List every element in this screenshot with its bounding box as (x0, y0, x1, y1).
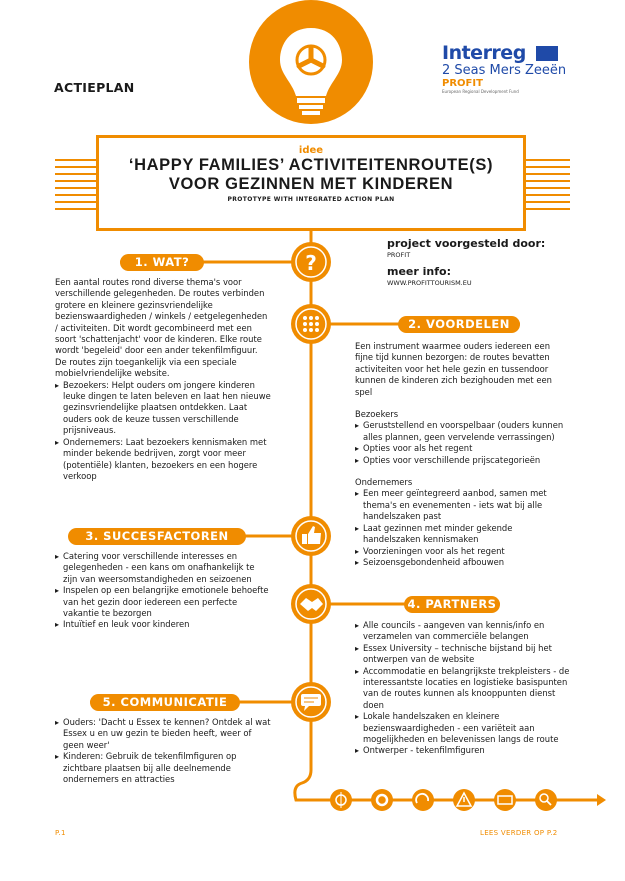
communication-item: ▸ Ouders: 'Dacht u Essex te kennen? Ontdek al wat Essex u en uw gezin te bieden heeft, weer of geen weer' (55, 717, 271, 751)
lightbulb-icon (249, 0, 373, 124)
partner-item: ▸ Ontwerper - tekenfilmfiguren (355, 745, 570, 756)
success-factor: ▸ Inspelen op een belangrijke emotionele behoefte van het gezin door iedereen een perfecte vakantie te bezorgen (55, 585, 271, 619)
voordelen-intro: Een instrument waarmee ouders iedereen een fijne tijd kunnen bezorgen: de routes bevatten activiteiten voor het hele gezin en tussendoor kunnen de kinderen zich bezighouden met een spel (355, 341, 552, 397)
more-info-label: meer info: (387, 265, 451, 278)
heading-partners: 4. PARTNERS (404, 596, 500, 613)
warning-icon (453, 789, 475, 811)
title-subtitle: PROTOTYPE WITH INTEGRATED ACTION PLAN (227, 196, 395, 203)
partner-item: ▸ Lokale handelszaken en kleinere bezienswaardigheden - een variëteit aan mogelijkheden en belevenissen langs de route (355, 711, 570, 745)
handshake-icon (291, 584, 331, 624)
heading-wat: 1. WAT? (120, 254, 204, 271)
project-info (387, 237, 545, 293)
visitor-benefit: ▸ Opties voor als het regent (355, 443, 570, 454)
business-label: Ondernemers (355, 477, 413, 488)
section-voordelen (355, 341, 570, 568)
refresh-icon (412, 789, 434, 811)
title-hatch-right (526, 160, 570, 209)
page-number: P.1 (55, 829, 66, 837)
money-icon (494, 789, 516, 811)
section-communicatie (55, 717, 271, 785)
section-partners (355, 620, 570, 757)
continue-note: LEES VERDER OP P.2 (480, 829, 558, 837)
partner-item: ▸ Accommodatie en belangrijkste trekpleisters - de interessantste locaties en logistieke basispunten van de routes kunnen als knooppunten dienst doen (355, 666, 570, 712)
heading-communicatie: 5. COMMUNICATIE (90, 694, 240, 711)
thumbs-up-icon (291, 516, 331, 556)
interreg-logo (442, 42, 566, 94)
title-box (96, 135, 526, 231)
question-icon (291, 242, 331, 282)
brand-name: Interreg (442, 42, 526, 64)
gear-icon (371, 789, 393, 811)
title-hatch-left (55, 160, 96, 209)
business-benefit: ▸ Voorzieningen voor als het regent (355, 546, 570, 557)
communication-item: ▸ Kinderen: Gebruik de tekenfilmfiguren op zichtbare plaatsen bij alle deelnemende ondernemers en attracties (55, 751, 271, 785)
title-line-1: ‘HAPPY FAMILIES’ ACTIVITEITENROUTE(S) (128, 156, 494, 174)
heading-voordelen: 2. VOORDELEN (398, 316, 520, 333)
business-benefit: ▸ Seizoensgebondenheid afbouwen (355, 557, 570, 568)
business-benefit: ▸ Een meer geïntegreerd aanbod, samen met thema's en evenementen - iets wat bij alle handelszaken past (355, 488, 570, 522)
speech-bubble-icon (291, 682, 331, 722)
partner-item: ▸ Alle councils - aangeven van kennis/info en verzamelen van commerciële belangen (355, 620, 570, 643)
wat-intro: Een aantal routes rond diverse thema's voor verschillende gelegenheden. De routes verbinden grotere en kleinere gezinsvriendelijke bezienswaardigheden / winkels / eetgelegenheden / activiteiten. Dit wordt gecombineerd met een soort 'schattenjacht' voor de kinderen. Elke route wordt 'begeleid' door een ander tekenfilmfiguur. De routes zijn toegankelijk via een speciale mobielvriendelijke website. (55, 277, 268, 379)
visitors-label: Bezoekers (355, 409, 399, 420)
svg-text:?: ? (305, 251, 317, 275)
wat-item: ▸ Bezoekers: Helpt ouders om jongere kinderen leuke dingen te laten beleven en laat hen nieuwe gezinsvriendelijke plaatsen ontdekken. Laat ouders ook de keuze tussen verschillende prijsniveaus. (55, 380, 271, 437)
document-type-label: ACTIEPLAN (54, 80, 135, 95)
title-kicker: idee (298, 145, 324, 156)
magnifier-icon (535, 789, 557, 811)
brand-project: PROFIT (442, 78, 483, 89)
dots-icon (291, 304, 331, 344)
target-icon (330, 789, 352, 811)
wat-item: ▸ Ondernemers: Laat bezoekers kennismaken met minder bekende bedrijven, zorgt voor meer (potentiële) klanten, bezoekers en een hogere verkoop (55, 437, 271, 483)
proposed-by-value: PROFIT (387, 251, 411, 259)
partner-item: ▸ Essex University – technische bijstand bij het ontwerpen van de website (355, 643, 570, 666)
more-info-value: WWW.PROFITTOURISM.EU (387, 279, 472, 287)
section-succesfactoren (55, 551, 271, 631)
title-line-2: VOOR GEZINNEN MET KINDEREN (168, 175, 454, 193)
visitor-benefit: ▸ Opties voor verschillende prijscategorieën (355, 455, 570, 466)
heading-succesfactoren: 3. SUCCESFACTOREN (68, 528, 246, 545)
success-factor: ▸ Catering voor verschillende interesses en gelegenheden - een kans om onafhankelijk te zijn van weersomstandigheden en seizoenen (55, 551, 271, 585)
brand-program: 2 Seas Mers Zeeën (442, 63, 567, 78)
business-benefit: ▸ Laat gezinnen met minder gekende handelszaken kennismaken (355, 523, 570, 546)
section-wat (55, 277, 271, 482)
proposed-by-label: project voorgesteld door: (387, 237, 546, 250)
visitor-benefit: ▸ Geruststellend en voorspelbaar (ouders kunnen alles plannen, geen vervelende verrassingen) (355, 420, 570, 443)
brand-fund: European Regional Development Fund (442, 89, 519, 94)
success-factor: ▸ Intuïtief en leuk voor kinderen (55, 619, 271, 630)
eu-flag-icon (536, 46, 558, 61)
